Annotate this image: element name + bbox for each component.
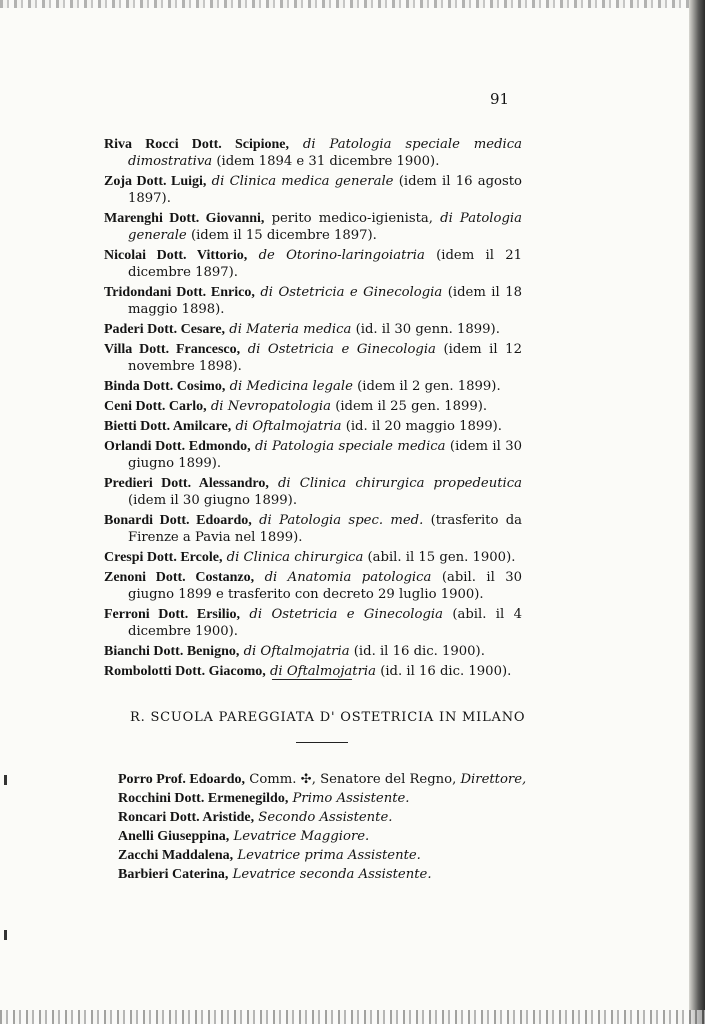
list-item [118,809,538,826]
person-name: Paderi Dott. Cesare, [104,322,226,337]
date-note: (idem il 2 gen. 1899). [357,379,501,394]
list-item [118,771,538,788]
list-item [104,643,522,660]
list-item [104,247,522,281]
chair-text: di Oftalmojatria [243,644,350,659]
person-name: Porro Prof. Edoardo, [118,772,246,787]
chair-text: de Otorino-laringoiatria [258,248,425,263]
person-name: Orlandi Dott. Edmondo, [104,439,251,454]
person-name: Roncari Dott. Aristide, [118,810,255,825]
person-name: Tridondani Dott. Enrico, [104,285,255,300]
margin-mark [4,775,7,785]
chair-text: di Oftalmojatria [269,664,376,679]
list-item [118,847,538,864]
page-number: 91 [490,90,510,108]
date-note: (idem il 15 dicembre 1897). [190,228,377,243]
docent-list [104,136,522,683]
list-item [104,284,522,318]
person-name: Zoja Dott. Luigi, [104,174,207,189]
date-note: (idem 1894 e 31 dicembre 1900). [216,154,440,169]
person-name: Zacchi Maddalena, [118,848,234,863]
person-name: Rocchini Dott. Ermenegildo, [118,791,289,806]
person-name: Zenoni Dott. Costanzo, [104,570,255,585]
date-note: (idem il 25 gen. 1899). [335,399,488,414]
scan-edge-right [689,0,705,1024]
section-title: R. SCUOLA PAREGGIATA D' OSTETRICIA IN MILANO [130,710,526,725]
chair-text: di Patologia speciale medica dimostrativa [128,137,522,169]
date-note: (id. il 30 genn. 1899). [355,322,500,337]
list-item [104,606,522,640]
scan-edge-bottom [0,1010,705,1024]
date-note: (idem il 30 giugno 1899). [128,493,298,508]
chair-text: di Nevropatologia [210,399,331,414]
date-note: (idem il 21 dicembre 1897). [128,248,523,280]
role-text: Primo Assistente. [292,791,410,806]
chair-text: di Anatomia patologica [264,570,432,585]
list-item [104,136,522,170]
role-text: Direttore, [460,772,527,787]
person-name: Bianchi Dott. Benigno, [104,644,240,659]
list-item [104,398,522,415]
person-name: Rombolotti Dott. Giacomo, [104,664,266,679]
list-item [104,321,522,338]
list-item [104,418,522,435]
date-note: (id. il 20 maggio 1899). [345,419,502,434]
date-note: (id. il 16 dic. 1900). [380,664,512,679]
role-text: Levatrice seconda Assistente. [232,867,432,882]
chair-text: di Patologia spec. med. [259,513,424,528]
list-item [104,569,522,603]
list-item [104,341,522,375]
chair-text: di Ostetricia e Ginecologia [260,285,443,300]
role-text: Secondo Assistente. [258,810,393,825]
date-note: (abil. il 30 giugno 1899 e trasferito con decreto 29 luglio 1900). [128,570,522,602]
list-item [104,173,522,207]
person-name: Binda Dott. Cosimo, [104,379,226,394]
person-name: Ceni Dott. Carlo, [104,399,207,414]
person-name: Marenghi Dott. Giovanni, [104,211,265,226]
separator-rule [272,679,352,680]
role-text: Levatrice Maggiore. [233,829,370,844]
date-note: (id. il 16 dic. 1900). [353,644,485,659]
person-name: Ferroni Dott. Ersilio, [104,607,241,622]
chair-text: di Clinica medica generale [211,174,394,189]
list-item [104,378,522,395]
scan-edge-top [0,0,705,8]
person-name: Nicolai Dott. Vittorio, [104,248,248,263]
person-name: Bonardi Dott. Edoardo, [104,513,252,528]
title-text: Comm. ✣, Senatore del Regno, [249,772,457,787]
chair-text: di Clinica chirurgica [226,550,364,565]
date-note: (idem il 30 giugno 1899). [128,439,522,471]
chair-text: di Ostetricia e Ginecologia [247,342,436,357]
list-item [104,475,522,509]
role-text: Levatrice prima Assistente. [237,848,421,863]
list-item [104,210,522,244]
list-item [104,438,522,472]
list-item [104,663,522,680]
person-name: Barbieri Caterina, [118,867,229,882]
chair-text: di Materia medica [229,322,352,337]
chair-text: di Patologia speciale medica [254,439,446,454]
date-note: (idem il 18 maggio 1898). [128,285,522,317]
date-note: (idem il 12 novembre 1898). [128,342,522,374]
list-item [118,828,538,845]
list-item [118,866,538,883]
date-note: (idem il 16 agosto 1897). [128,174,522,206]
chair-text: di Oftalmojatria [235,419,342,434]
person-name: Predieri Dott. Alessandro, [104,476,269,491]
role-text: perito medico-igienista, [271,211,433,226]
chair-text: di Clinica chirurgica propedeutica [277,476,522,491]
list-item [118,790,538,807]
date-note: (trasferito da Firenze a Pavia nel 1899). [128,513,523,545]
staff-list [118,771,538,885]
date-note: (abil. il 15 gen. 1900). [367,550,516,565]
person-name: Bietti Dott. Amilcare, [104,419,232,434]
separator-rule [296,742,348,743]
chair-text: di Ostetricia e Ginecologia [249,607,443,622]
date-note: (abil. il 4 dicembre 1900). [128,607,522,639]
person-name: Riva Rocci Dott. Scipione, [104,137,290,152]
person-name: Villa Dott. Francesco, [104,342,241,357]
list-item [104,512,522,546]
list-item [104,549,522,566]
person-name: Anelli Giuseppina, [118,829,230,844]
margin-mark [4,930,7,940]
person-name: Crespi Dott. Ercole, [104,550,223,565]
chair-text: di Patologia generale [128,211,522,243]
chair-text: di Medicina legale [229,379,353,394]
